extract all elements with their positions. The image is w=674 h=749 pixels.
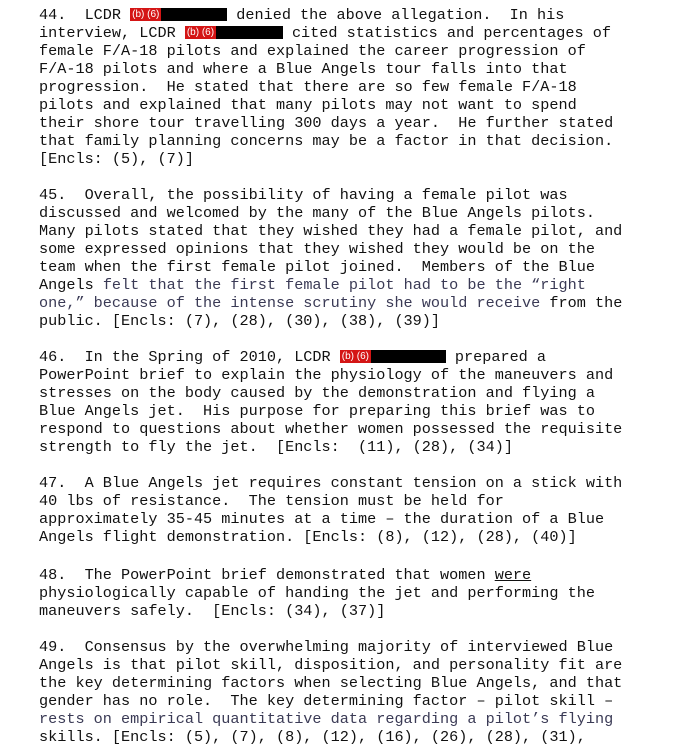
p49-line-1: 49. Consensus by the overwhelming majority of interviewed Blue [39, 638, 614, 656]
p49-text: rests on empirical quantitative data regarding a pilot’s flying [39, 710, 614, 728]
p45-line-7 [39, 294, 622, 312]
p46-line-5: respond to questions about whether women possessed the requisite [39, 420, 623, 438]
p48-text: 48. The PowerPoint brief demonstrated that women [39, 566, 495, 584]
p44-text: cited statistics and percentages of [282, 24, 611, 42]
p46-line-1 [39, 348, 546, 366]
p44-text: 44. LCDR [39, 6, 131, 24]
p45-line-5: team when the first female pilot joined. Members of the Blue [39, 258, 595, 276]
p47-line-2: 40 lbs of resistance. The tension must be held for [39, 492, 504, 510]
p45-text: one,” because of the intense scrutiny she would receive [39, 294, 541, 312]
p49-line-2: Angels is that pilot skill, disposition, and personality fit are [39, 656, 623, 674]
p44-line-5: progression. He stated that there are so few female F/A-18 [39, 78, 577, 96]
p44-line-3: female F/A-18 pilots and explained the career progression of [39, 42, 586, 60]
p44-text: interview, LCDR [39, 24, 185, 42]
p44-line-6: pilots and explained that many pilots may not want to spend [39, 96, 577, 114]
redaction-code: (b) (6) [132, 9, 160, 20]
p48-line-3: maneuvers safely. [Encls: (34), (37)] [39, 602, 386, 620]
p49-line-4: gender has no role. The key determining factor – pilot skill – [39, 692, 614, 710]
p46-text: 46. In the Spring of 2010, LCDR [39, 348, 340, 366]
p44-text: denied the above allegation. In his [227, 6, 565, 24]
p45-line-6 [39, 276, 586, 294]
p44-line-2 [39, 24, 611, 42]
p44-line-8: that family planning concerns may be a factor in that decision. [39, 132, 614, 150]
p45-text: felt that the first female pilot had to be the “right [102, 276, 586, 294]
p46-line-4: Blue Angels jet. His purpose for preparing this brief was to [39, 402, 595, 420]
p48-line-1 [39, 566, 531, 584]
p47-line-4: Angels flight demonstration. [Encls: (8), (12), (28), (40)] [39, 528, 577, 546]
p46-line-2: PowerPoint brief to explain the physiology of the maneuvers and [39, 366, 614, 384]
p44-line-4: F/A-18 pilots and where a Blue Angels tour falls into that [39, 60, 568, 78]
p45-line-1: 45. Overall, the possibility of having a female pilot was [39, 186, 568, 204]
p45-line-3: Many pilots stated that they wished they had a female pilot, and [39, 222, 623, 240]
redaction-box [340, 350, 446, 363]
p49-line-6: skills. [Encls: (5), (7), (8), (12), (16), (26), (28), (31), [39, 728, 586, 746]
redaction-code: (b) (6) [341, 351, 369, 362]
p47-line-1: 47. A Blue Angels jet requires constant tension on a stick with [39, 474, 623, 492]
p46-line-3: stresses on the body caused by the demonstration and flying a [39, 384, 595, 402]
redaction-box [130, 8, 227, 21]
p45-line-2: discussed and welcomed by the many of the Blue Angels pilots. [39, 204, 595, 222]
redaction-code: (b) (6) [186, 27, 215, 38]
p46-text: prepared a [445, 348, 547, 366]
p45-line-8: public. [Encls: (7), (28), (30), (38), (39)] [39, 312, 441, 330]
p45-line-4: some expressed opinions that they wished they would be on the [39, 240, 595, 258]
p44-line-9: [Encls: (5), (7)] [39, 150, 194, 168]
p44-line-1 [39, 6, 564, 24]
p49-line-5 [39, 710, 613, 728]
p45-text: Angels [39, 276, 103, 294]
p48-line-2: physiologically capable of handing the jet and performing the [39, 584, 595, 602]
p47-line-3: approximately 35-45 minutes at a time – the duration of a Blue [39, 510, 605, 528]
p45-text: from the [540, 294, 623, 312]
p48-emphasis: were [494, 566, 532, 584]
p46-line-6: strength to fly the jet. [Encls: (11), (28), (34)] [39, 438, 513, 456]
redaction-box [185, 26, 283, 39]
p49-line-3: the key determining factors when selecting Blue Angels, and that [39, 674, 623, 692]
p44-line-7: their shore tour travelling 300 days a year. He further stated [39, 114, 614, 132]
